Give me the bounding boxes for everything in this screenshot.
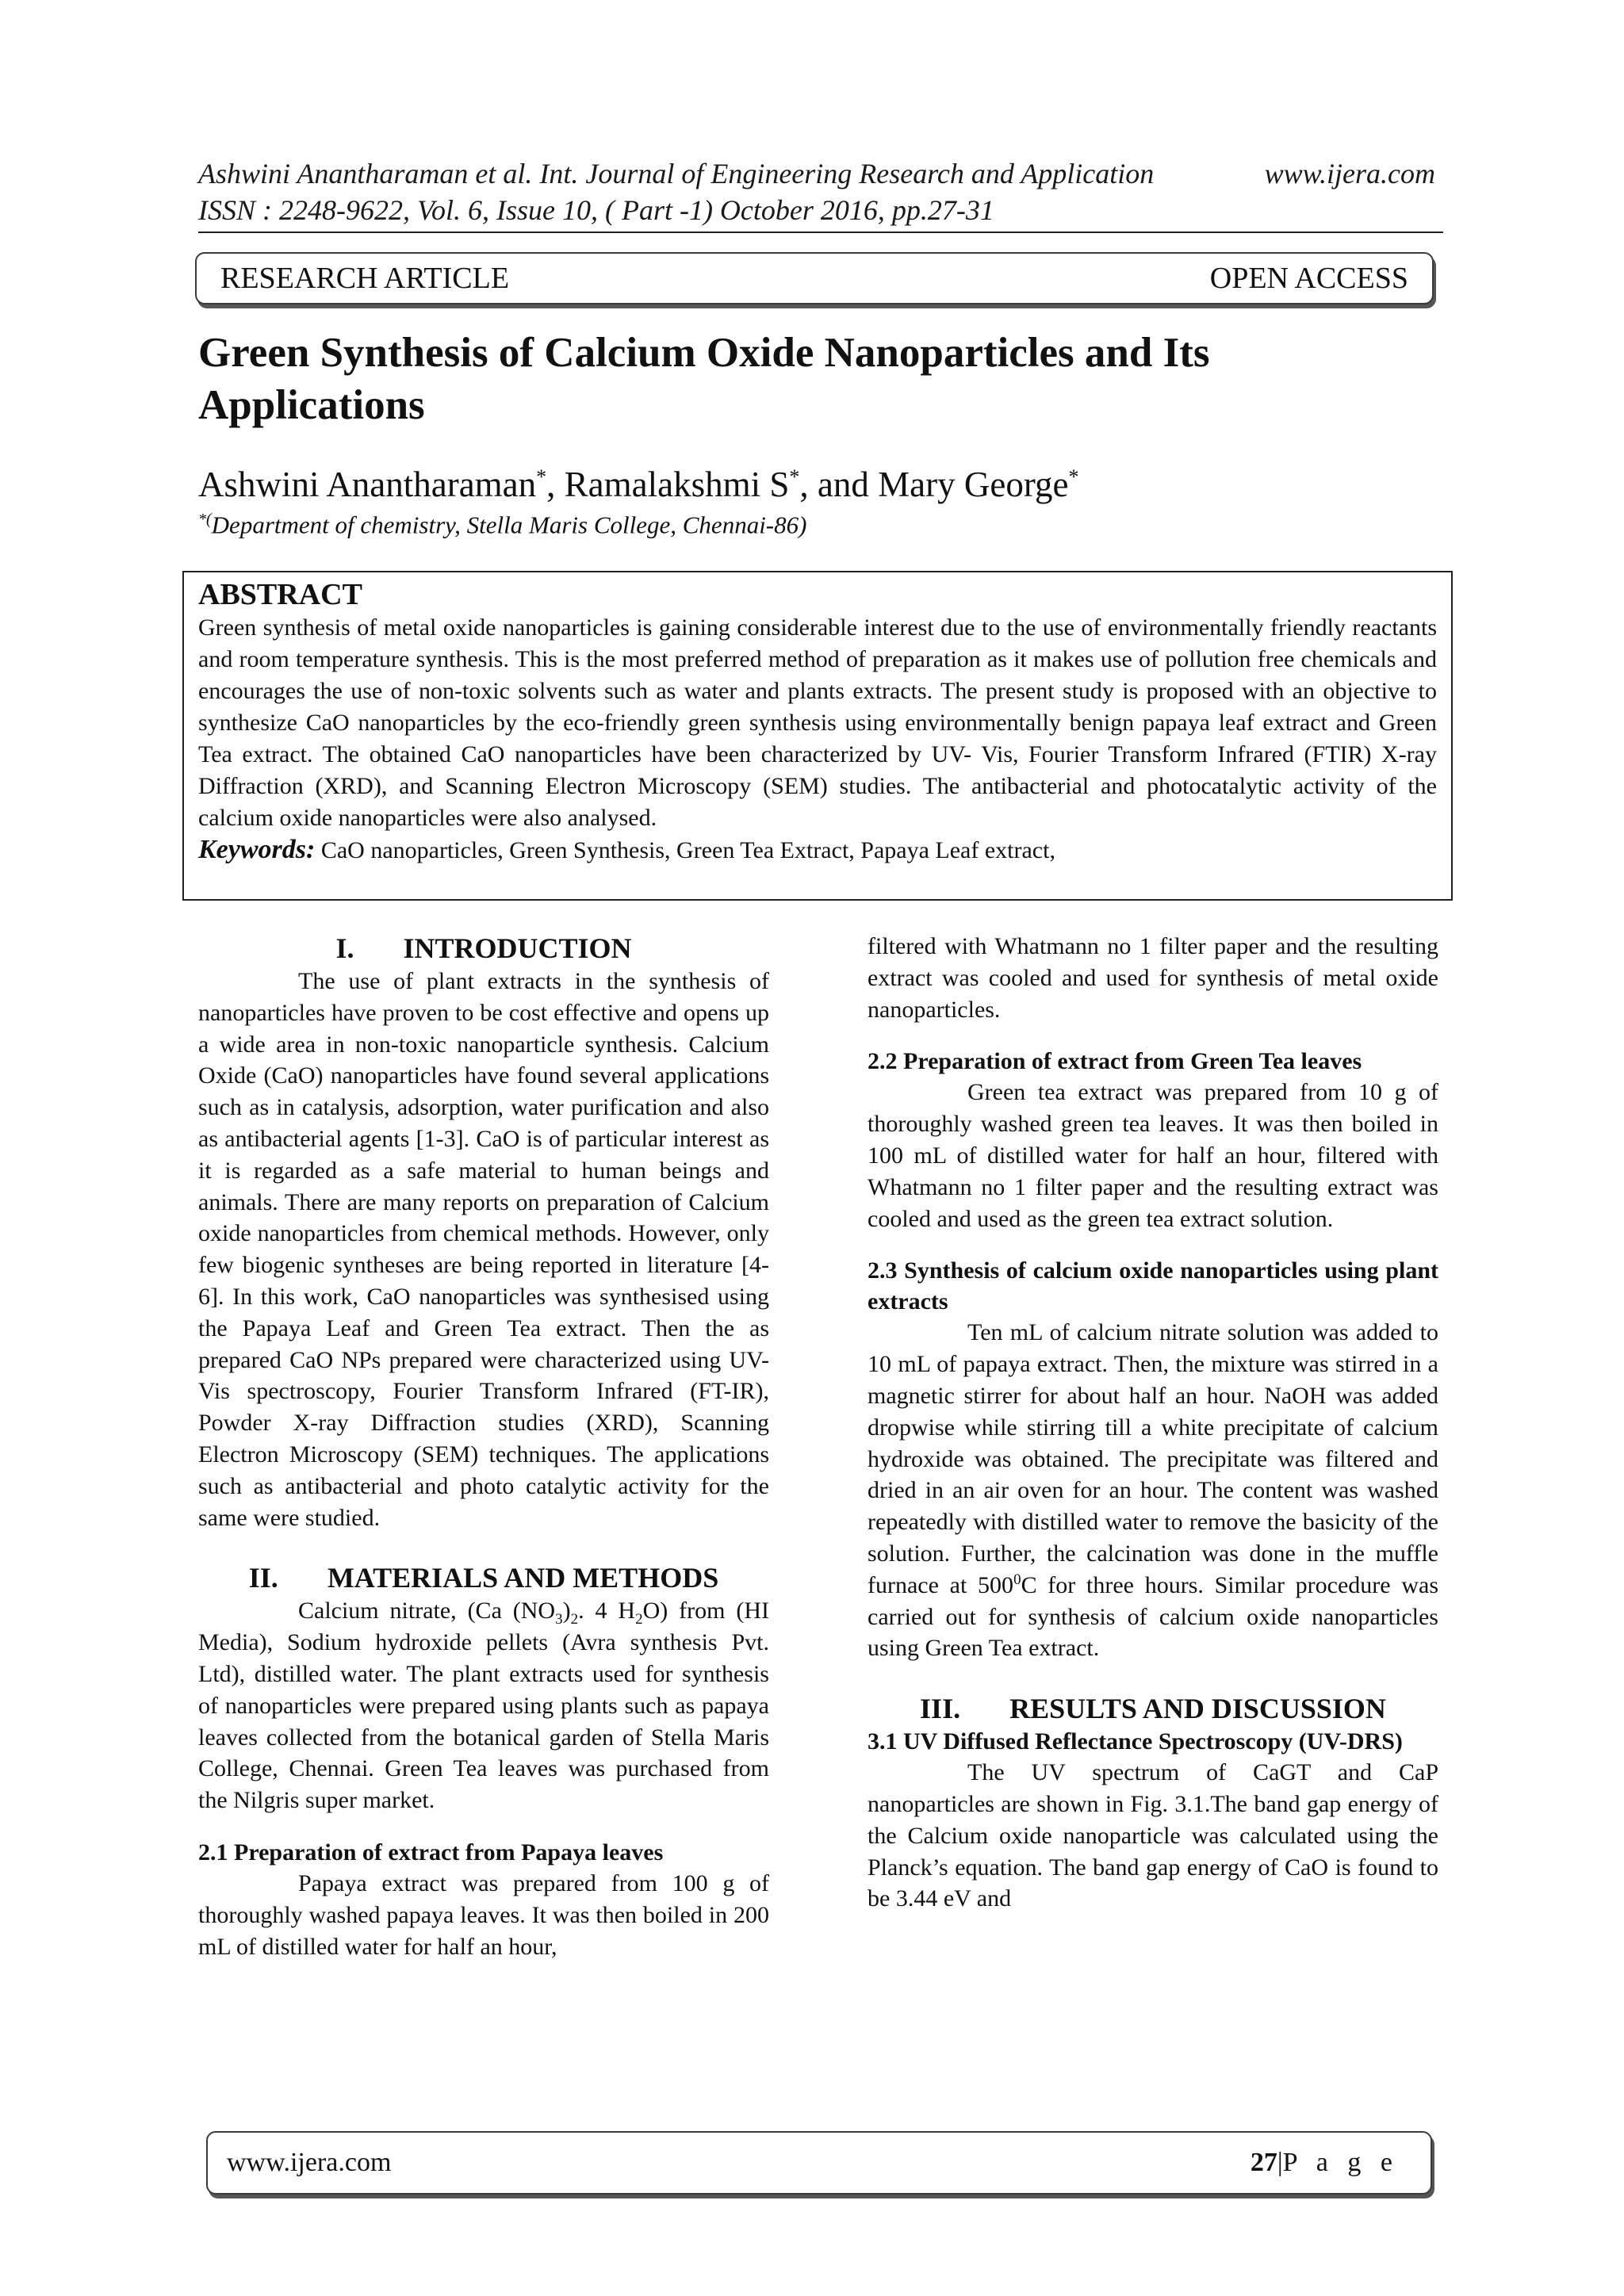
section-heading xyxy=(868,1691,1438,1726)
journal-citation: Ashwini Anantharaman et al. Int. Journal of Engineering Research and Application xyxy=(198,158,1155,189)
page-footer xyxy=(206,2131,1432,2195)
papaya-extract-paragraph: Papaya extract was prepared from 100 g of thoroughly washed papaya leaves. It was then boiled in 200 mL of distilled water for half an hour, xyxy=(198,1869,769,1960)
affiliation xyxy=(198,503,1435,541)
section-number: I. xyxy=(335,932,354,964)
keywords-label: Keywords: xyxy=(198,835,316,864)
section-heading xyxy=(198,1560,769,1595)
section-number: III. xyxy=(920,1693,961,1725)
header-divider xyxy=(198,232,1443,233)
section-heading xyxy=(198,931,769,966)
footer-website[interactable]: www.ijera.com xyxy=(227,2148,392,2177)
author-name: Ashwini Anantharaman xyxy=(198,465,537,504)
section-number: II. xyxy=(248,1562,278,1594)
research-article-label: RESEARCH ARTICLE xyxy=(220,262,510,295)
author-mark: * xyxy=(789,465,800,488)
author-mark: * xyxy=(1068,465,1079,488)
author-mark: * xyxy=(536,465,547,488)
subsection-heading: 2.2 Preparation of extract from Green Tea leaves xyxy=(868,1048,1362,1075)
right-column xyxy=(868,931,1438,1915)
abstract-heading: ABSTRACT xyxy=(198,578,362,611)
abstract-box xyxy=(182,571,1453,901)
left-column xyxy=(198,931,769,1962)
section-title: MATERIALS AND METHODS xyxy=(327,1562,719,1594)
page-number: 27|P a g e xyxy=(1250,2148,1399,2177)
issn-line: ISSN : 2248-9622, Vol. 6, Issue 10, ( Part -1) October 2016, pp.27-31 xyxy=(198,194,994,226)
author-name: , Ramalakshmi S xyxy=(546,465,790,504)
subsection-heading: 2.3 Synthesis of calcium oxide nanoparticles using plant extracts xyxy=(868,1257,1438,1315)
affiliation-text: Department of chemistry, Stella Maris College, Chennai-86) xyxy=(211,511,807,539)
synthesis-paragraph: Ten mL of calcium nitrate solution was added to 10 mL of papaya extract. Then, the mixture was stirred in a magnetic stirrer for about half an hour. NaOH was added dropwise while stirring till a white precipitate of calcium hydroxide was obtained. The precipitate was filtered and dried in an air oven for an hour. The content was washed repeatedly with distilled water to remove the basicity of the solution. Further, the calcination was done in the muffle furnace at $500^0C$ for three hours. Similar procedure was carried out for synthesis of calcium oxide nanoparticles using Green Tea extract. xyxy=(868,1319,1439,1662)
materials-paragraph: Calcium nitrate, (Ca $(NO_3)_2$. 4 $H_2O$) from (HI Media), Sodium hydroxide pellets (Avra synthesis Pvt. Ltd), distilled water. The plant extracts used for synthesis of nanoparticles were prepared using plants such as papaya leaves collected from the botanical garden of Stella Maris College, Chennai. Green Tea leaves was purchased from the Nilgris super market. xyxy=(198,1598,769,1814)
paper-title: Green Synthesis of Calcium Oxide Nanoparticles and Its Applications xyxy=(198,330,1210,428)
open-access-label: OPEN ACCESS xyxy=(1209,262,1408,295)
affiliation-mark: *( xyxy=(198,511,212,528)
section-title: RESULTS AND DISCUSSION xyxy=(1009,1693,1386,1725)
intro-paragraph: The use of plant extracts in the synthesis of nanoparticles have proven to be cost effective and opens up a wide area in non-toxic nanoparticle synthesis. Calcium Oxide (CaO) nanoparticles have found several applications such as in catalysis, adsorption, water purification and also as antibacterial agents [1-3]. CaO is of particular interest as it is regarded as a safe material to human beings and animals. There are many reports on preparation of Calcium oxide nanoparticles from chemical methods. However, only few biogenic syntheses are being reported in literature [4-6]. In this work, CaO nanoparticles was synthesised using the Papaya Leaf and Green Tea extract. Then the as prepared CaO NPs prepared were characterized using UV-Vis spectroscopy, Fourier Transform Infrared (FT-IR), Powder X-ray Diffraction studies (XRD), Scanning Electron Microscopy (SEM) techniques. The applications such as antibacterial and photo catalytic activity for the same were studied. xyxy=(198,968,769,1531)
section-title: INTRODUCTION xyxy=(403,932,632,964)
running-header xyxy=(198,155,1435,228)
subsection-heading: 3.1 UV Diffused Reflectance Spectroscopy (UV-DRS) xyxy=(868,1728,1403,1755)
article-type-banner xyxy=(195,252,1434,304)
green-tea-paragraph: Green tea extract was prepared from 10 g of thoroughly washed green tea leaves. It was then boiled in 100 mL of distilled water for half an hour, filtered with Whatmann no 1 filter paper and the resulting extract was cooled and used as the green tea extract solution. xyxy=(868,1079,1438,1232)
abstract-body: Green synthesis of metal oxide nanoparticles is gaining considerable interest due to the use of environmentally friendly reactants and room temperature synthesis. This is the most preferred method of preparation as it makes use of pollution free chemicals and encourages the use of non-toxic solvents such as water and plants extracts. The present study is proposed with an objective to synthesize CaO nanoparticles by the eco-friendly green synthesis using environmentally benign papaya leaf extract and Green Tea extract. The obtained CaO nanoparticles have been characterized by UV- Vis, Fourier Transform Infrared (FTIR) X-ray Diffraction (XRD), and Scanning Electron Microscopy (SEM) studies. The antibacterial and photocatalytic activity of the calcium oxide nanoparticles were also analysed. xyxy=(198,614,1437,831)
journal-website[interactable]: www.ijera.com xyxy=(1264,158,1435,189)
author-name: , and Mary George xyxy=(799,465,1069,504)
subsection-heading: 2.1 Preparation of extract from Papaya leaves xyxy=(198,1839,664,1866)
keywords-line xyxy=(198,834,1437,867)
papaya-extract-continued: filtered with Whatmann no 1 filter paper and the resulting extract was cooled and used for synthesis of metal oxide nanoparticles. xyxy=(868,933,1438,1023)
author-list xyxy=(198,455,1435,507)
keywords-text: CaO nanoparticles, Green Synthesis, Green Tea Extract, Papaya Leaf extract, xyxy=(315,837,1055,863)
uv-drs-paragraph: The UV spectrum of CaGT and CaP nanoparticles are shown in Fig. 3.1.The band gap energy of the Calcium oxide nanoparticle was calculated using the Planck’s equation. The band gap energy of CaO is found to be 3.44 eV and xyxy=(868,1759,1438,1912)
